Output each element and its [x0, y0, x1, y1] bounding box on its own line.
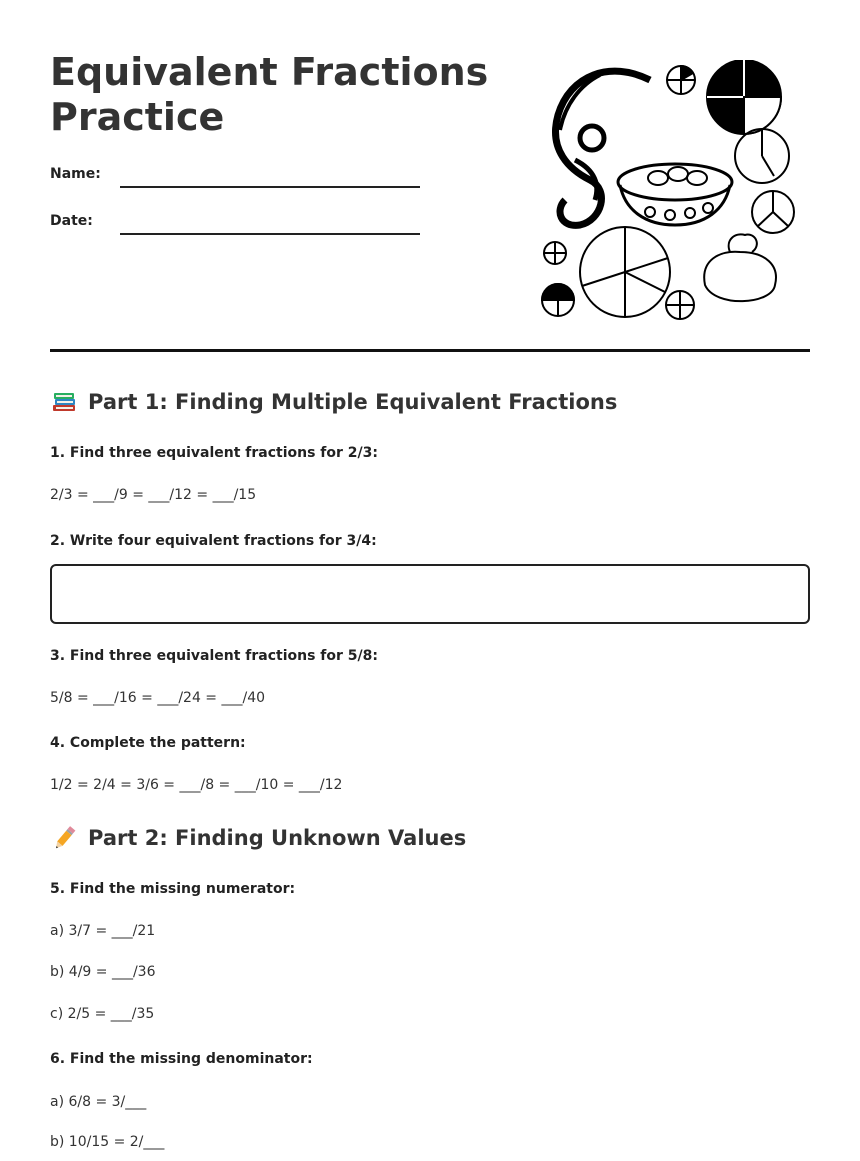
q1-equation[interactable]: 2/3 = ___/9 = ___/12 = ___/15: [50, 487, 257, 503]
q2-answer-box[interactable]: [50, 564, 810, 624]
q5-item-b[interactable]: b) 4/9 = ___/36: [50, 964, 156, 980]
q5-prompt: 5. Find the missing numerator:: [50, 881, 296, 897]
q6-prompt: 6. Find the missing denominator:: [50, 1051, 313, 1067]
worksheet-title: [50, 50, 490, 140]
q5-item-c[interactable]: c) 2/5 = ___/35: [50, 1006, 155, 1022]
date-field[interactable]: [120, 233, 420, 235]
q6-item-b[interactable]: b) 10/15 = 2/___: [50, 1134, 165, 1150]
part1-title: Part 1: Finding Multiple Equivalent Fractions: [88, 390, 618, 414]
q3-equation[interactable]: 5/8 = ___/16 = ___/24 = ___/40: [50, 690, 266, 706]
q1-prompt: 1. Find three equivalent fractions for 2/3:: [50, 445, 378, 461]
part2-title: Part 2: Finding Unknown Values: [88, 826, 467, 850]
fractions-clipart: [540, 60, 810, 325]
name-label: Name:: [50, 166, 101, 182]
q3-prompt: 3. Find three equivalent fractions for 5/8:: [50, 648, 378, 664]
name-field[interactable]: [120, 186, 420, 188]
q4-equation[interactable]: 1/2 = 2/4 = 3/6 = ___/8 = ___/10 = ___/12: [50, 777, 343, 793]
part1-heading: [50, 388, 617, 416]
q2-prompt: 2. Write four equivalent fractions for 3/4:: [50, 533, 377, 549]
q4-prompt: 4. Complete the pattern:: [50, 735, 246, 751]
q5-item-a[interactable]: a) 3/7 = ___/21: [50, 923, 156, 939]
q6-item-a[interactable]: a) 6/8 = 3/___: [50, 1094, 147, 1110]
part2-heading: [50, 824, 466, 852]
books-icon: [50, 388, 78, 416]
title-line-1: Equivalent Fractions: [50, 50, 489, 94]
title-line-2: Practice: [50, 95, 225, 139]
date-label: Date:: [50, 213, 93, 229]
header-divider: [50, 349, 810, 352]
pencil-icon: [50, 824, 78, 852]
